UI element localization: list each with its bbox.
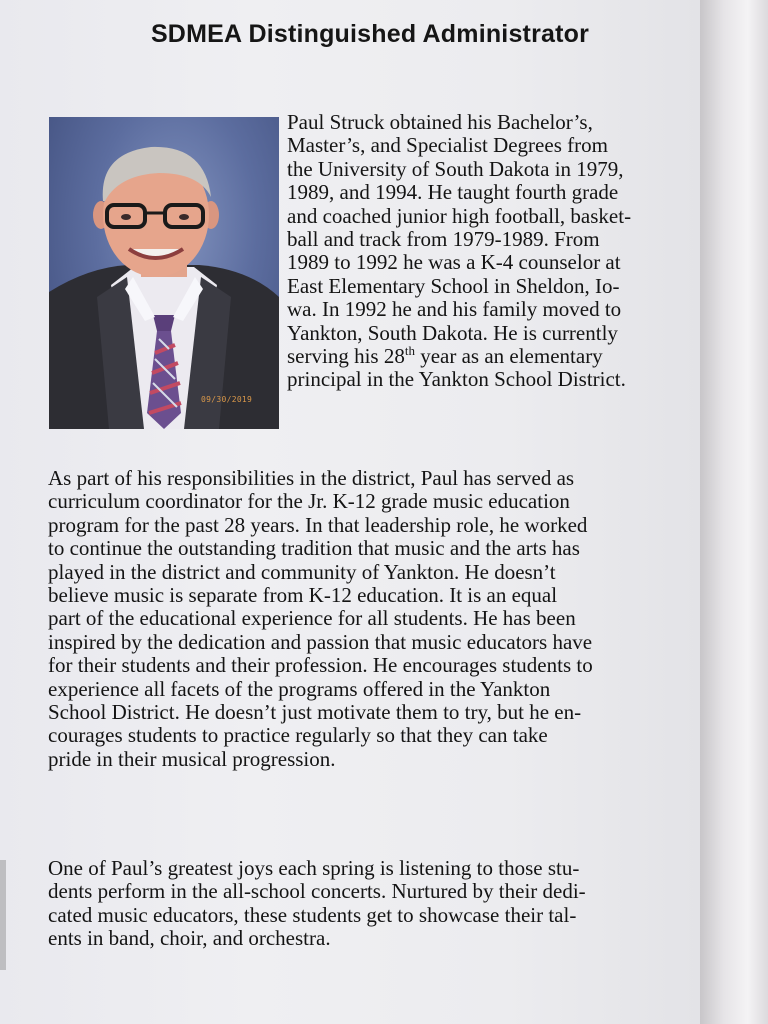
responsibilities-paragraph xyxy=(48,467,593,771)
intro-line: ball and track from 1979-1989. From xyxy=(287,227,600,252)
intro-line: Master’s, and Specialist Degrees from xyxy=(287,133,608,158)
intro-line: and coached junior high football, basket- xyxy=(287,203,632,228)
paragraph-line: program for the past 28 years. In that leadership role, he worked xyxy=(48,512,588,537)
page-heading: SDMEA Distinguished Administrator xyxy=(150,20,590,48)
intro-paragraph xyxy=(287,111,631,392)
intro-serving-line xyxy=(287,345,631,368)
intro-line: Paul Struck obtained his Bachelor’s, xyxy=(287,110,593,134)
paragraph-line: inspired by the dedication and passion that music educators have xyxy=(48,629,593,654)
portrait-photo xyxy=(49,117,279,429)
paragraph-line: As part of his responsibilities in the district, Paul has served as xyxy=(48,466,575,490)
serving-text-before: serving his 28 xyxy=(287,344,405,369)
paragraph-line: experience all facets of the programs offered in the Yankton xyxy=(48,676,551,701)
paragraph-line: cated music educators, these students get to showcase their tal- xyxy=(48,902,577,927)
paragraph-line: One of Paul’s greatest joys each spring is listening to those stu- xyxy=(48,856,580,880)
intro-line: wa. In 1992 he and his family moved to xyxy=(287,297,622,322)
paragraph-line: pride in their musical progression. xyxy=(48,746,336,771)
intro-line: 1989, and 1994. He taught fourth grade xyxy=(287,180,619,205)
booklet-spine xyxy=(700,0,768,1024)
paragraph-line: part of the educational experience for all students. He has been xyxy=(48,606,576,631)
photo-date-stamp: 09/30/2019 xyxy=(201,395,253,404)
intro-line: the University of South Dakota in 1979, xyxy=(287,156,624,181)
paragraph-line: School District. He doesn’t just motivate them to try, but he en- xyxy=(48,700,582,725)
paragraph-line: ents in band, choir, and orchestra. xyxy=(48,926,331,951)
paragraph-line: to continue the outstanding tradition that music and the arts has xyxy=(48,536,580,561)
paragraph-line: courages students to practice regularly so that they can take xyxy=(48,723,548,748)
joys-paragraph xyxy=(48,857,586,951)
intro-line: 1989 to 1992 he was a K-4 counselor at xyxy=(287,250,621,275)
paragraph-line: played in the district and community of Yankton. He doesn’t xyxy=(48,559,556,584)
serving-text-after: year as an elementary xyxy=(414,344,603,369)
paragraph-line: curriculum coordinator for the Jr. K-12 grade music education xyxy=(48,489,570,514)
paragraph-line: believe music is separate from K-12 education. It is an equal xyxy=(48,583,558,608)
portrait-illustration xyxy=(49,117,279,429)
intro-line: Yankton, South Dakota. He is currently xyxy=(287,320,618,345)
paragraph-line: dents perform in the all-school concerts. Nurtured by their dedi- xyxy=(48,879,586,904)
ordinal-suffix: th xyxy=(404,343,415,359)
paragraph-line: for their students and their profession. He encourages students to xyxy=(48,653,593,678)
intro-line: principal in the Yankton School District. xyxy=(287,367,626,392)
intro-line: East Elementary School in Sheldon, Io- xyxy=(287,273,620,298)
page-edge-shadow xyxy=(0,860,6,970)
